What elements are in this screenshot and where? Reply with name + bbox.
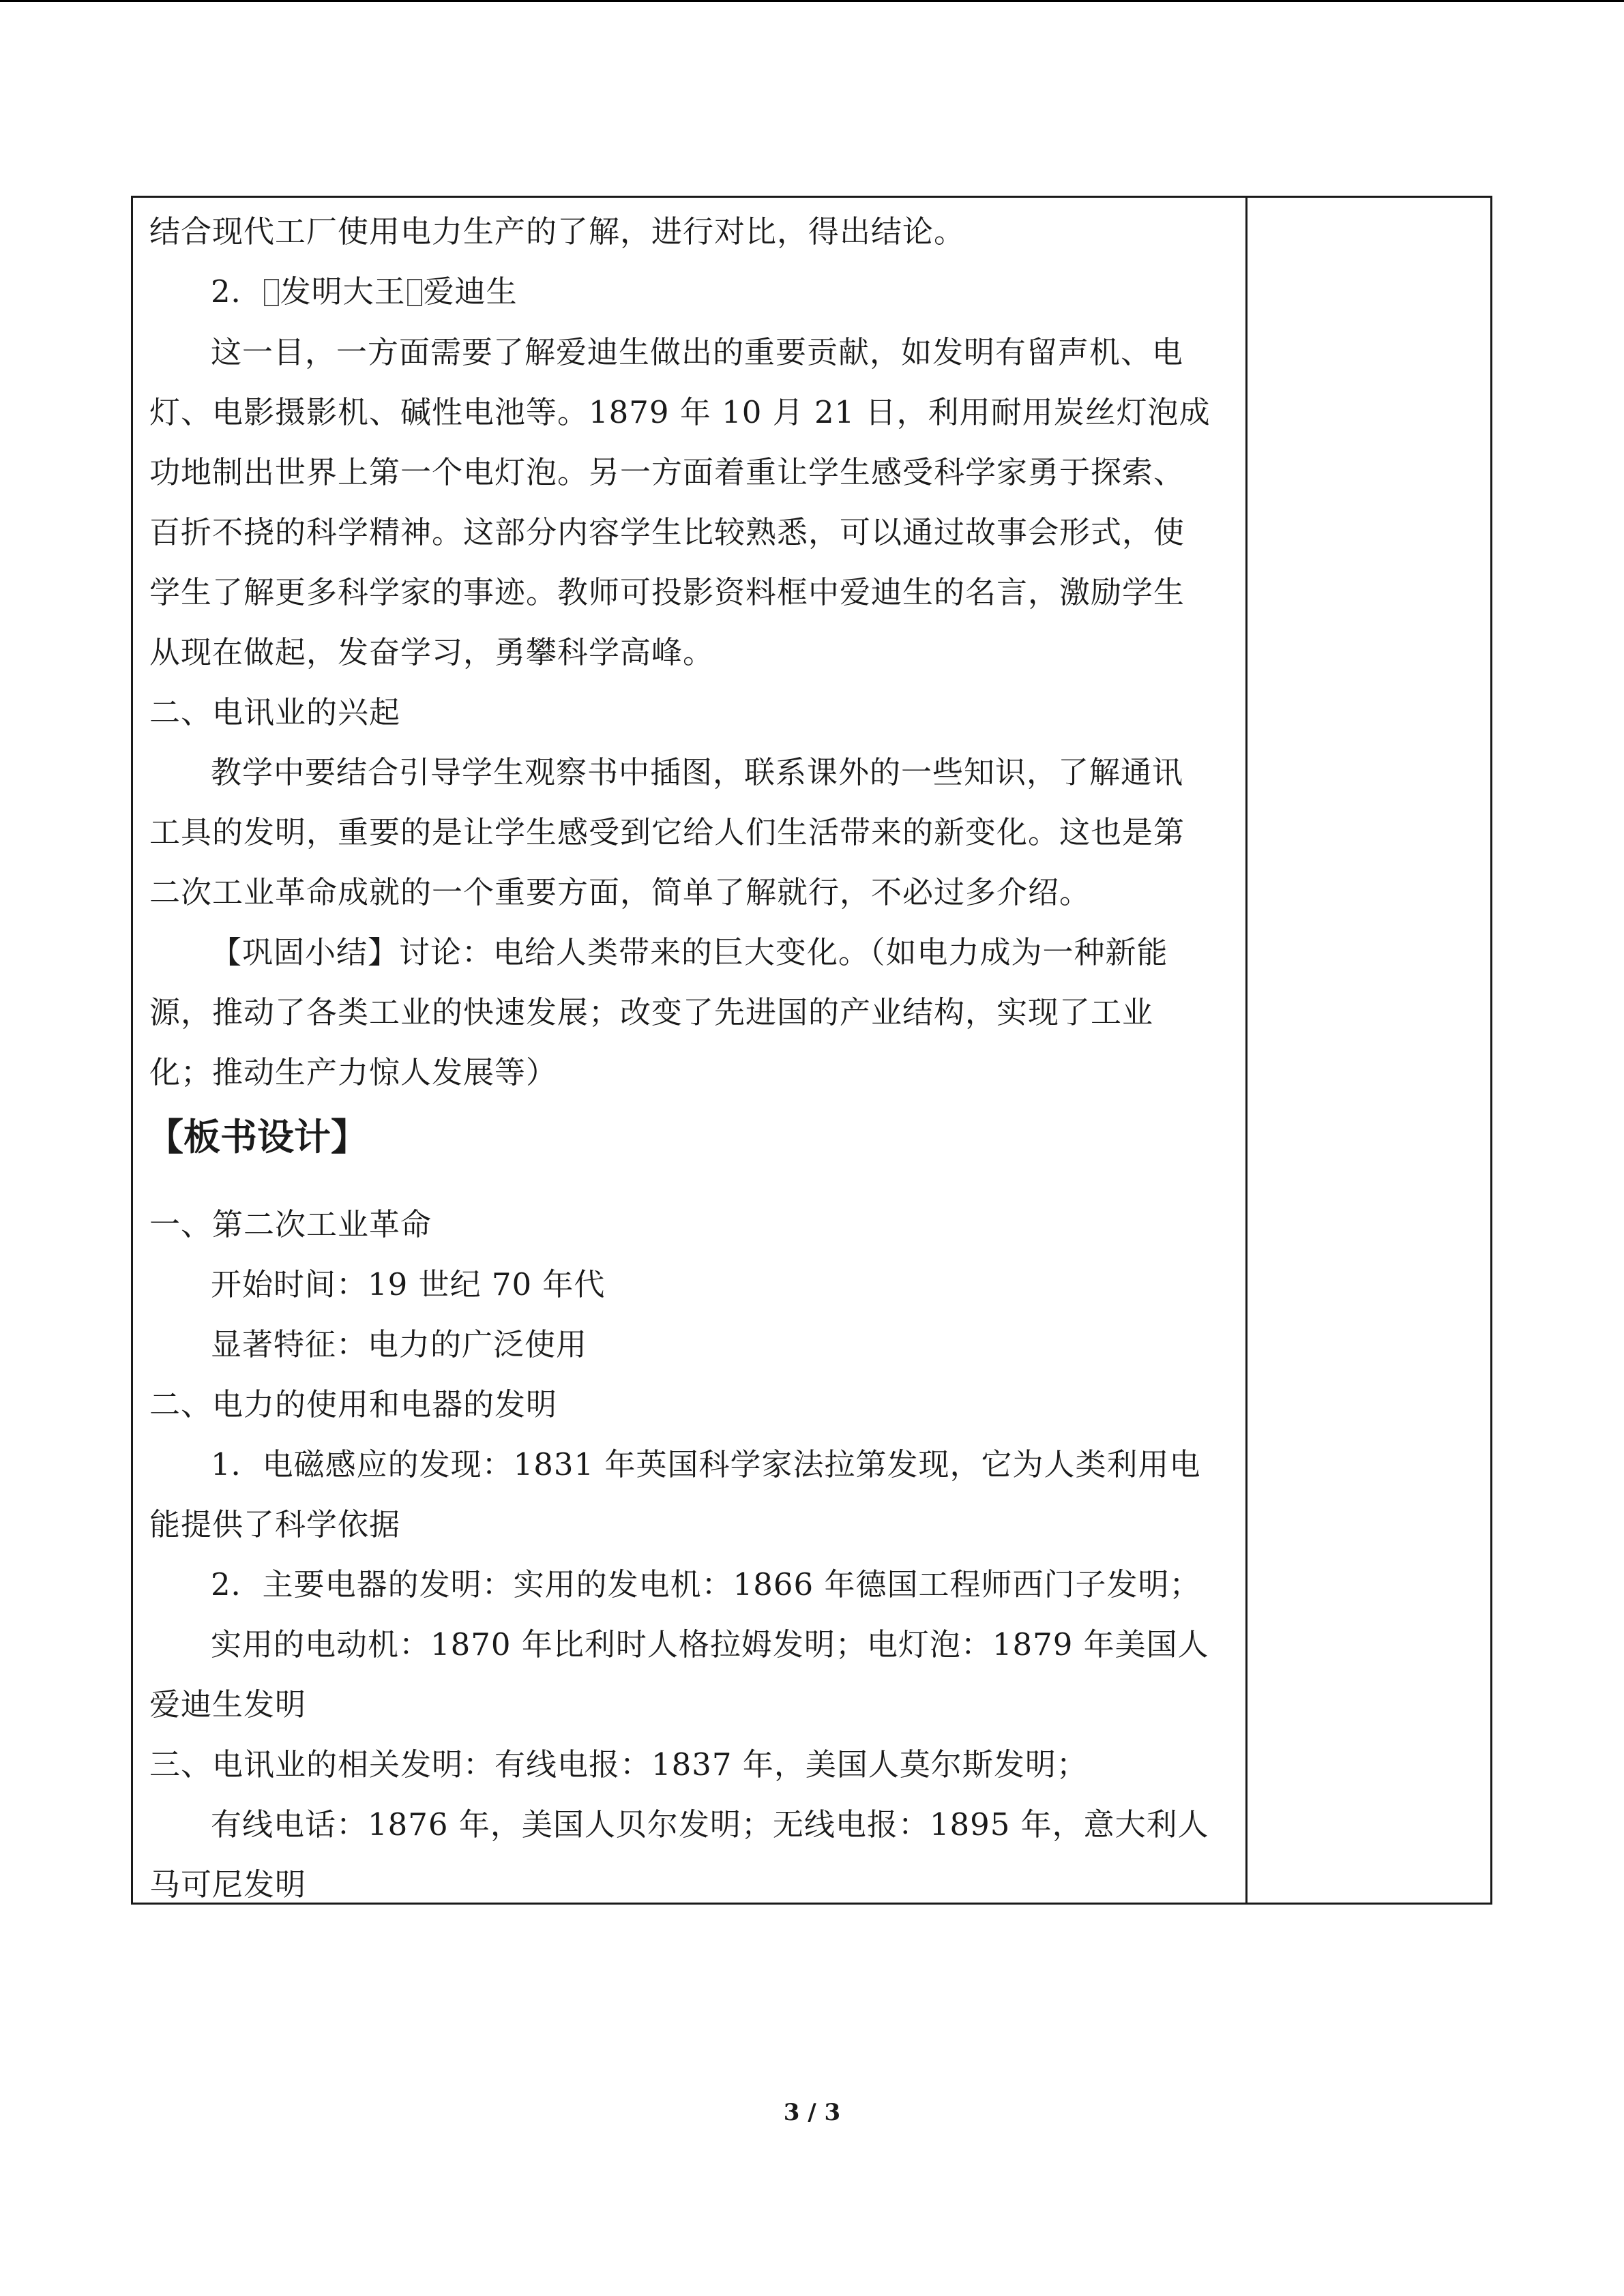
- paragraph-line: 这一目，一方面需要了解爱迪生做出的重要贡献，如发明有留声机、电: [211, 334, 1184, 370]
- board-section-title: 三、电讯业的相关发明：有线电报：1837 年，美国人莫尔斯发明；: [149, 1746, 1088, 1783]
- missing-glyph-icon: [264, 279, 279, 306]
- paragraph-line: 灯、电影摄影机、碱性电池等。1879 年 10 月 21 日，利用耐用炭丝灯泡成: [149, 394, 1211, 430]
- lesson-table: [131, 196, 1492, 1905]
- paragraph-line: 工具的发明，重要的是让学生感受到它给人们生活带来的新变化。这也是第: [149, 814, 1185, 850]
- board-line: 开始时间：19 世纪 70 年代: [211, 1266, 606, 1302]
- board-line: 马可尼发明: [149, 1866, 307, 1903]
- summary-line: 【巩固小结】讨论：电给人类带来的巨大变化。（如电力成为一种新能: [211, 934, 1168, 970]
- board-section-title: 一、第二次工业革命: [149, 1206, 432, 1242]
- item-title-part: 发明大王: [280, 273, 406, 310]
- top-border-line: [0, 0, 1624, 2]
- page-number: 3 / 3: [783, 2099, 841, 2126]
- content-cell: [133, 198, 1247, 1903]
- paragraph-line: 功地制出世界上第一个电灯泡。另一方面着重让学生感受科学家勇于探索、: [149, 454, 1185, 490]
- item-heading-edison: [211, 271, 518, 312]
- paragraph-line: 结合现代工厂使用电力生产的了解，进行对比，得出结论。: [149, 213, 966, 250]
- board-line: 实用的电动机：1870 年比利时人格拉姆发明；电灯泡：1879 年美国人: [211, 1626, 1209, 1663]
- missing-glyph-icon: [407, 279, 422, 306]
- item-number: 2．: [211, 273, 263, 310]
- paragraph-line: 学生了解更多科学家的事迹。教师可投影资料框中爱迪生的名言，激励学生: [149, 574, 1185, 610]
- board-section-title: 二、电力的使用和电器的发明: [149, 1386, 558, 1422]
- board-line: 爱迪生发明: [149, 1686, 307, 1723]
- board-line: 有线电话：1876 年，美国人贝尔发明；无线电报：1895 年，意大利人: [211, 1806, 1209, 1843]
- board-line: 2．主要电器的发明：实用的发电机：1866 年德国工程师西门子发明；: [211, 1566, 1201, 1602]
- summary-line: 源，推动了各类工业的快速发展；改变了先进国的产业结构，实现了工业: [149, 994, 1154, 1030]
- board-line: 能提供了科学依据: [149, 1506, 401, 1542]
- board-line: 显著特征：电力的广泛使用: [211, 1326, 588, 1362]
- board-line: 1．电磁感应的发现：1831 年英国科学家法拉第发现，它为人类利用电: [211, 1446, 1201, 1482]
- section-title: 二、电讯业的兴起: [149, 694, 401, 730]
- paragraph-line: 从现在做起，发奋学习，勇攀科学高峰。: [149, 634, 715, 670]
- paragraph-line: 教学中要结合引导学生观察书中插图，联系课外的一些知识，了解通讯: [211, 754, 1184, 790]
- notes-cell: [1247, 198, 1490, 1903]
- summary-line: 化；推动生产力惊人发展等）: [149, 1054, 558, 1090]
- item-title-part: 爱迪生: [423, 273, 518, 310]
- board-design-heading: 【板书设计】: [147, 1116, 368, 1159]
- paragraph-line: 百折不挠的科学精神。这部分内容学生比较熟悉，可以通过故事会形式，使: [149, 514, 1185, 550]
- paragraph-line: 二次工业革命成就的一个重要方面，简单了解就行，不必过多介绍。: [149, 874, 1091, 910]
